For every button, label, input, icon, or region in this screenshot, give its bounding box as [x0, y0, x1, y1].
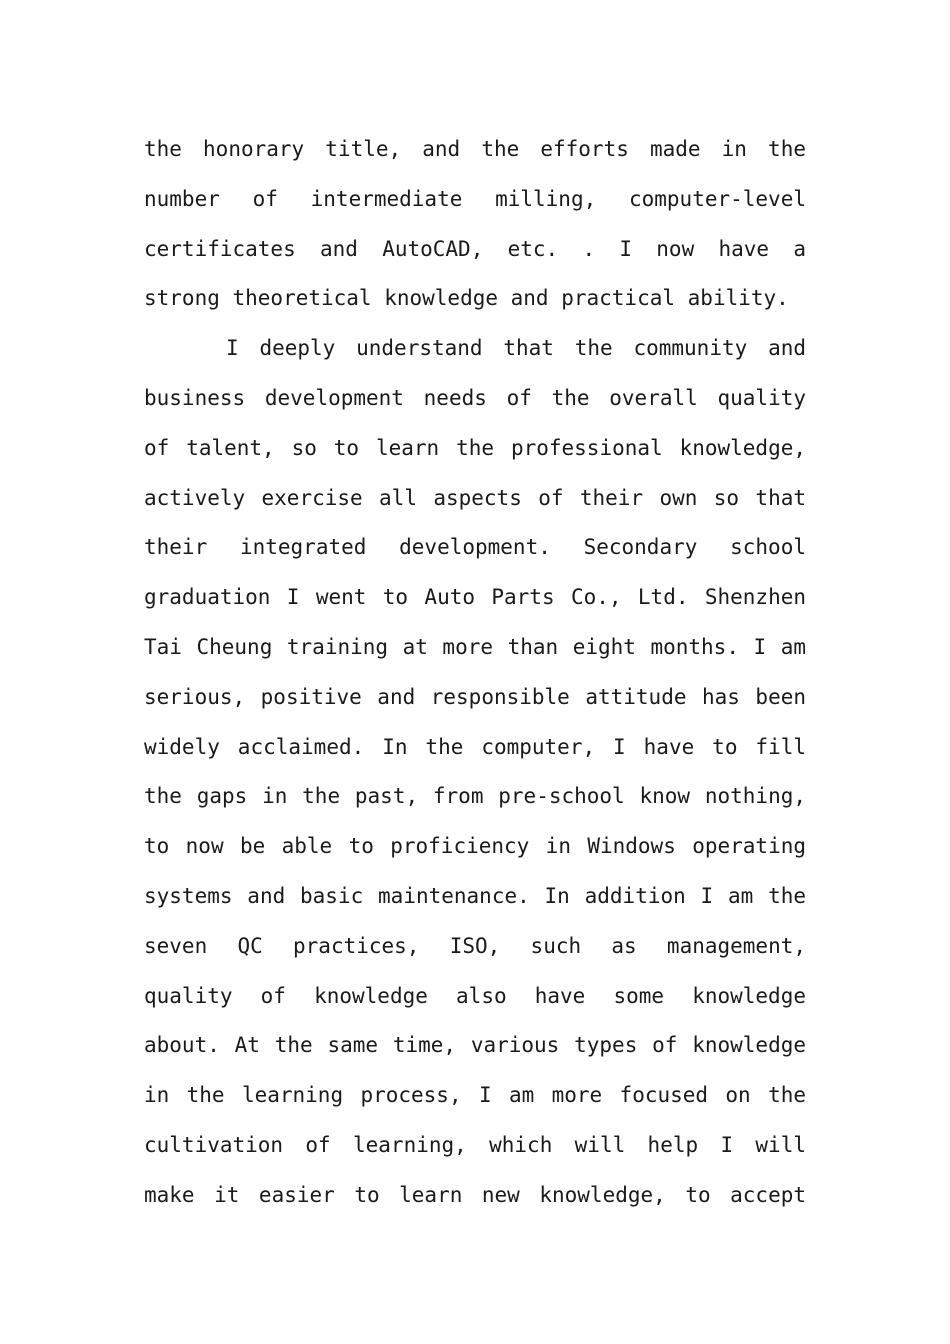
- text-line: in the learning process, I am more focused on the: [144, 1083, 806, 1108]
- text-line: to now be able to proficiency in Windows operating: [144, 834, 806, 859]
- text-line: make it easier to learn new knowledge, to accept: [144, 1182, 806, 1207]
- text-line: quality of knowledge also have some knowledge: [144, 983, 806, 1008]
- text-line: cultivation of learning, which will help I will: [144, 1132, 806, 1157]
- text-line: about. At the same time, various types of knowledge: [144, 1033, 806, 1058]
- text-line: of talent, so to learn the professional knowledge,: [144, 435, 806, 460]
- text-line: serious, positive and responsible attitude has been: [144, 684, 806, 709]
- text-line: I deeply understand that the community and: [226, 336, 806, 361]
- text-line: their integrated development. Secondary school: [144, 535, 806, 560]
- text-line: certificates and AutoCAD, etc. . I now have a: [144, 236, 806, 261]
- text-line: the honorary title, and the efforts made in the: [144, 137, 806, 161]
- text-line: the gaps in the past, from pre-school know nothing,: [144, 784, 806, 809]
- text-line: seven QC practices, ISO, such as management,: [144, 933, 806, 958]
- text-line: Tai Cheung training at more than eight months. I am: [144, 634, 806, 659]
- text-line: systems and basic maintenance. In addition I am the: [144, 883, 806, 908]
- text-line: widely acclaimed. In the computer, I have to fill: [144, 734, 806, 759]
- body-text: [144, 125, 806, 1221]
- text-line: strong theoretical knowledge and practical ability.: [144, 286, 789, 311]
- text-line: business development needs of the overall quality: [144, 385, 806, 410]
- text-line: number of intermediate milling, computer-level: [144, 186, 806, 211]
- text-line: actively exercise all aspects of their own so that: [144, 485, 806, 510]
- text-line: graduation I went to Auto Parts Co., Ltd. Shenzhen: [144, 585, 806, 610]
